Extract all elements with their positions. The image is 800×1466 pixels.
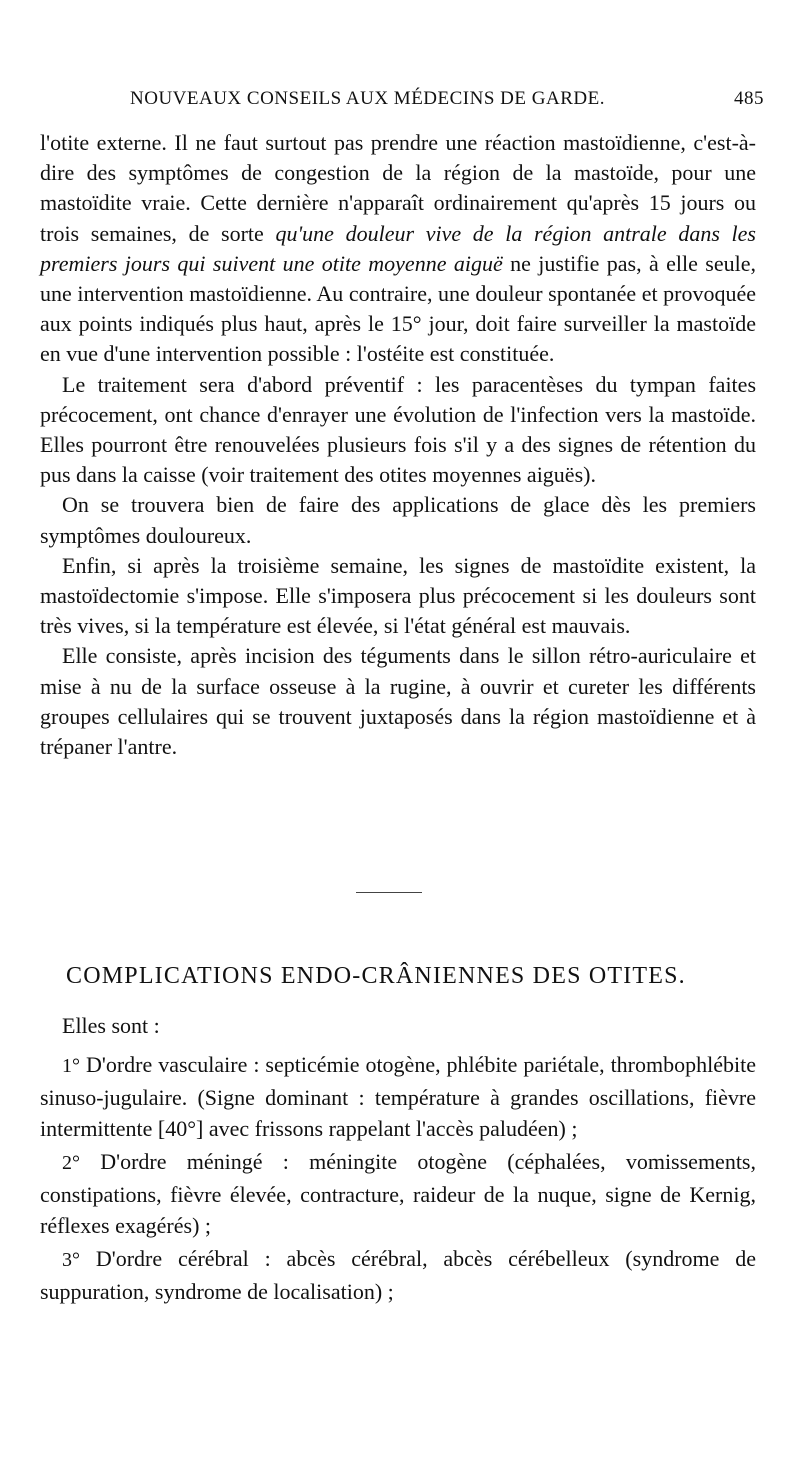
list-item-meningeal: [40, 1146, 756, 1241]
list-item-vascular: [40, 1049, 756, 1144]
section-divider: [356, 892, 422, 893]
section-heading: COMPLICATIONS ENDO-CRÂNIENNES DES OTITES.: [66, 963, 686, 989]
item-number: 2°: [62, 1152, 80, 1174]
paragraph-procedure: Elle consiste, après incision des téguments dans le sillon rétro-auriculaire et mise à nu de la surface osseuse à la rugine, à ouvrir et cureter les différents groupes cellulaires qui se trouvent juxtaposés dans la région mastoïdienne et à trépaner l'antre.: [40, 643, 756, 760]
item-text: D'ordre cérébral : abcès cérébral, abcès cérébelleux (syndrome de suppuration, syndrome de localisation) ;: [40, 1246, 756, 1304]
item-text: D'ordre vasculaire : septicémie otogène, phlébite pariétale, thrombophlébite sinuso-jugulaire. (Signe dominant : température à grandes oscillations, fièvre intermittente [40°] avec frissons rappelant l'accès paludéen) ;: [40, 1052, 756, 1141]
body-text: [40, 128, 756, 762]
list-intro: Elles sont :: [62, 1013, 160, 1038]
italic-phrase: qu'une douleur vive de la région antrale dans les premiers jours qui suivent une otite moyenne aiguë: [40, 220, 756, 276]
item-number: 1°: [62, 1055, 80, 1077]
page-number: 485: [734, 88, 764, 109]
paragraph-mastoidectomy: Enfin, si après la troisième semaine, les signes de mastoïdite existent, la mastoïdectomie s'impose. Elle s'imposera plus précocement si les douleurs sont très vives, si la température est élevée, si l'état général est mauvais.: [40, 552, 756, 639]
complications-list: [40, 1010, 756, 1309]
paragraph-ice: On se trouvera bien de faire des applications de glace dès les premiers symptômes douloureux.: [40, 492, 756, 548]
running-title: NOUVEAUX CONSEILS AUX MÉDECINS DE GARDE.: [130, 88, 605, 109]
item-number: 3°: [62, 1249, 80, 1271]
paragraph-text: ne justifie pas, à elle seule, une intervention mastoïdienne. Au contraire, une douleur spontanée et provoquée aux points indiqués plus haut, après le 15° jour, doit faire surveiller la mastoïde en vue d'une intervention possible : l'ostéite est constituée.: [40, 250, 756, 367]
paragraph-mastoiditis-diagnosis: [40, 128, 756, 370]
item-text: D'ordre méningé : méningite otogène (céphalées, vomissements, constipations, fièvre élevée, contracture, raideur de la nuque, signe de Kernig, réflexes exagérés) ;: [40, 1149, 756, 1238]
paragraph-text: l'otite externe. Il ne faut surtout pas prendre une réaction mastoïdienne, c'est-à-dire des symptômes de congestion de la région de la mastoïde, pour une mastoïdite vraie. Cette dernière n'apparaît ordinairement qu'après 15 jours ou trois semaines, de sorte: [40, 130, 756, 246]
list-item-cerebral: [40, 1243, 756, 1307]
paragraph-treatment: Le traitement sera d'abord préventif : les paracentèses du tympan faites précocement, ont chance d'enrayer une évolution de l'infection vers la mastoïde. Elles pourront être renouvelées plusieurs fois s'il y a des signes de rétention du pus dans la caisse (voir traitement des otites moyennes aiguës).: [40, 371, 756, 488]
